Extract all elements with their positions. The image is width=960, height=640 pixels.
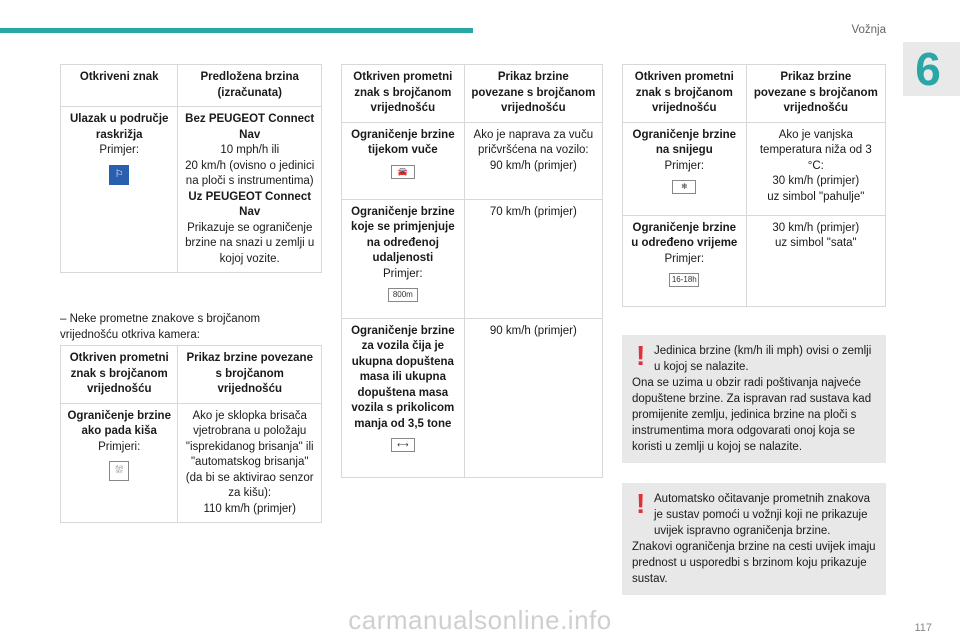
- chapter-number: 6: [915, 43, 941, 95]
- distance-sign-icon: 800m: [388, 288, 418, 302]
- col-header: Otkriven prometni znak s brojčanom vrijednošću: [342, 65, 465, 123]
- speed-line: Bez PEUGEOT Connect Nav: [185, 113, 315, 141]
- section-title: Vožnja: [851, 24, 886, 36]
- speed-value: 90 km/h (primjer): [489, 159, 577, 172]
- speed-line: Prikazuje se ograničenje brzine na snazi u zemlji u kojoj vozite.: [185, 221, 315, 265]
- col-header: Otkriven prometni znak s brojčanom vrijednošću: [623, 65, 747, 123]
- watermark: carmanualsonline.info: [348, 605, 612, 635]
- table-cell-speed: [464, 318, 602, 477]
- snowflake-sign-icon: ❄: [672, 180, 696, 194]
- sign-title: Ograničenje brzine koje se primjenjuje na određenoj udaljenosti: [351, 205, 455, 264]
- speed-condition: Ako je vanjska temperatura niža od 3 °C:: [759, 128, 872, 172]
- sign-subtitle: Primjer:: [664, 252, 705, 265]
- warning-note-reliability: [622, 483, 886, 595]
- speed-value: 70 km/h (primjer): [489, 205, 577, 218]
- camera-note: – Neke prometne znakove s brojčanom vrijednošću otkriva kamera:: [60, 313, 261, 341]
- col-header: Prikaz brzine povezane s brojčanom vrijednošću: [746, 65, 885, 123]
- speed-value: 110 km/h (primjer): [203, 502, 296, 515]
- warning-note-units: [622, 335, 886, 463]
- warning-body: Ona se uzima u obzir radi poštivanja najveće dopuštene brzine. Za ispravan rad sustava kad promijenite zemlju, jedinica brzine na ploči s instrumentima mora odgovarati onoj koja se koristi u zemlji u kojoj se nalazite.: [632, 377, 872, 453]
- table-cell-speed: [746, 215, 885, 306]
- sign-subtitle: Primjer:: [664, 159, 705, 172]
- sign-subtitle: Primjer:: [99, 144, 140, 156]
- sign-title: Ograničenje brzine na snijegu: [632, 128, 737, 156]
- sign-title: Ograničenje brzine tijekom vuče: [351, 128, 455, 156]
- col-header: Prikaz brzine povezane s brojčanom vrijednošću: [178, 346, 322, 404]
- speed-value: 30 km/h (primjer): [772, 221, 860, 234]
- speed-symbol: uz simbol "pahulje": [767, 190, 865, 203]
- speed-symbol: uz simbol "sata": [774, 237, 857, 249]
- towing-car-sign-icon: 🚘: [391, 165, 415, 179]
- clock-time-sign-icon: 16-18h: [669, 273, 699, 287]
- speed-value: 30 km/h (primjer): [772, 175, 860, 187]
- speed-condition: Ako je sklopka brisača vjetrobrana u položaju "isprekidanog brisanja" ili "automatskog brisanja" (da bi se aktivirao senzor za kišu):: [185, 409, 314, 499]
- table-cell-sign: [342, 199, 465, 318]
- speed-line: Uz PEUGEOT Connect Nav: [188, 190, 312, 218]
- exclamation-icon: !: [636, 340, 646, 371]
- table-cell-sign: [623, 215, 747, 306]
- table-cell-sign: [61, 403, 178, 523]
- intersection-zone-sign-icon: ⚐: [109, 165, 129, 185]
- page-number: 117: [914, 622, 932, 634]
- sign-subtitle: Primjeri:: [98, 440, 141, 453]
- table-cell-sign: [342, 318, 465, 477]
- warning-first-line: Jedinica brzine (km/h ili mph) ovisi o zemlji u kojoj se nalazite.: [654, 345, 872, 373]
- exclamation-icon: !: [636, 488, 646, 519]
- header-accent-bar: [0, 28, 473, 33]
- sign-title: Ograničenje brzine u određeno vrijeme: [631, 221, 738, 249]
- speed-line: 20 km/h (ovisno o jedinici na ploči s instrumentima): [185, 159, 315, 187]
- trailer-sign-icon: ⟷: [391, 438, 415, 452]
- sign-title: Ograničenje brzine ako pada kiša: [67, 409, 171, 437]
- table-cell-sign: [61, 107, 178, 273]
- speed-value: 90 km/h (primjer): [489, 324, 577, 337]
- rain-car-sign-icon: ⛆: [109, 461, 129, 481]
- warning-body: Znakovi ograničenja brzine na cesti uvijek imaju prednost u usporedbi s brzinom koju prikazuje sustav.: [632, 541, 876, 585]
- speed-condition: Ako je naprava za vuču pričvršćena na vozilo:: [473, 128, 594, 156]
- col-header: Otkriven prometni znak s brojčanom vrijednošću: [61, 346, 178, 404]
- table-cell-speed: [464, 199, 602, 318]
- col-header: Prikaz brzine povezane s brojčanom vrijednošću: [464, 65, 602, 123]
- table-snow-time-limits: [622, 64, 886, 307]
- sign-title: Ograničenje brzine za vozila čija je ukupna dopuštena masa ili ukupna dopuštena masa vozila s prikolicom manja od 3,5 tone: [351, 324, 455, 430]
- table-cell-speed: [178, 107, 322, 273]
- table-cell-speed: [178, 403, 322, 523]
- warning-first-line: Automatsko očitavanje prometnih znakova je sustav pomoći u vožnji koji ne prikazuje uvijek ispravno ograničenja brzine.: [654, 493, 871, 537]
- table-rain-limit: [60, 345, 322, 523]
- col-header: Predložena brzina (izračunata): [178, 65, 322, 107]
- table-cell-sign: [623, 122, 747, 215]
- table-cell-speed: [746, 122, 885, 215]
- speed-line: 10 mph/h ili: [220, 144, 280, 156]
- table-cell-speed: [464, 122, 602, 199]
- table-towing-limits: [341, 64, 603, 478]
- sign-title: Ulazak u područje raskrižja: [70, 113, 169, 141]
- col-header: Otkriveni znak: [61, 65, 178, 107]
- sign-subtitle: Primjer:: [383, 267, 423, 280]
- table-detected-sign: [60, 64, 322, 273]
- table-cell-sign: [342, 122, 465, 199]
